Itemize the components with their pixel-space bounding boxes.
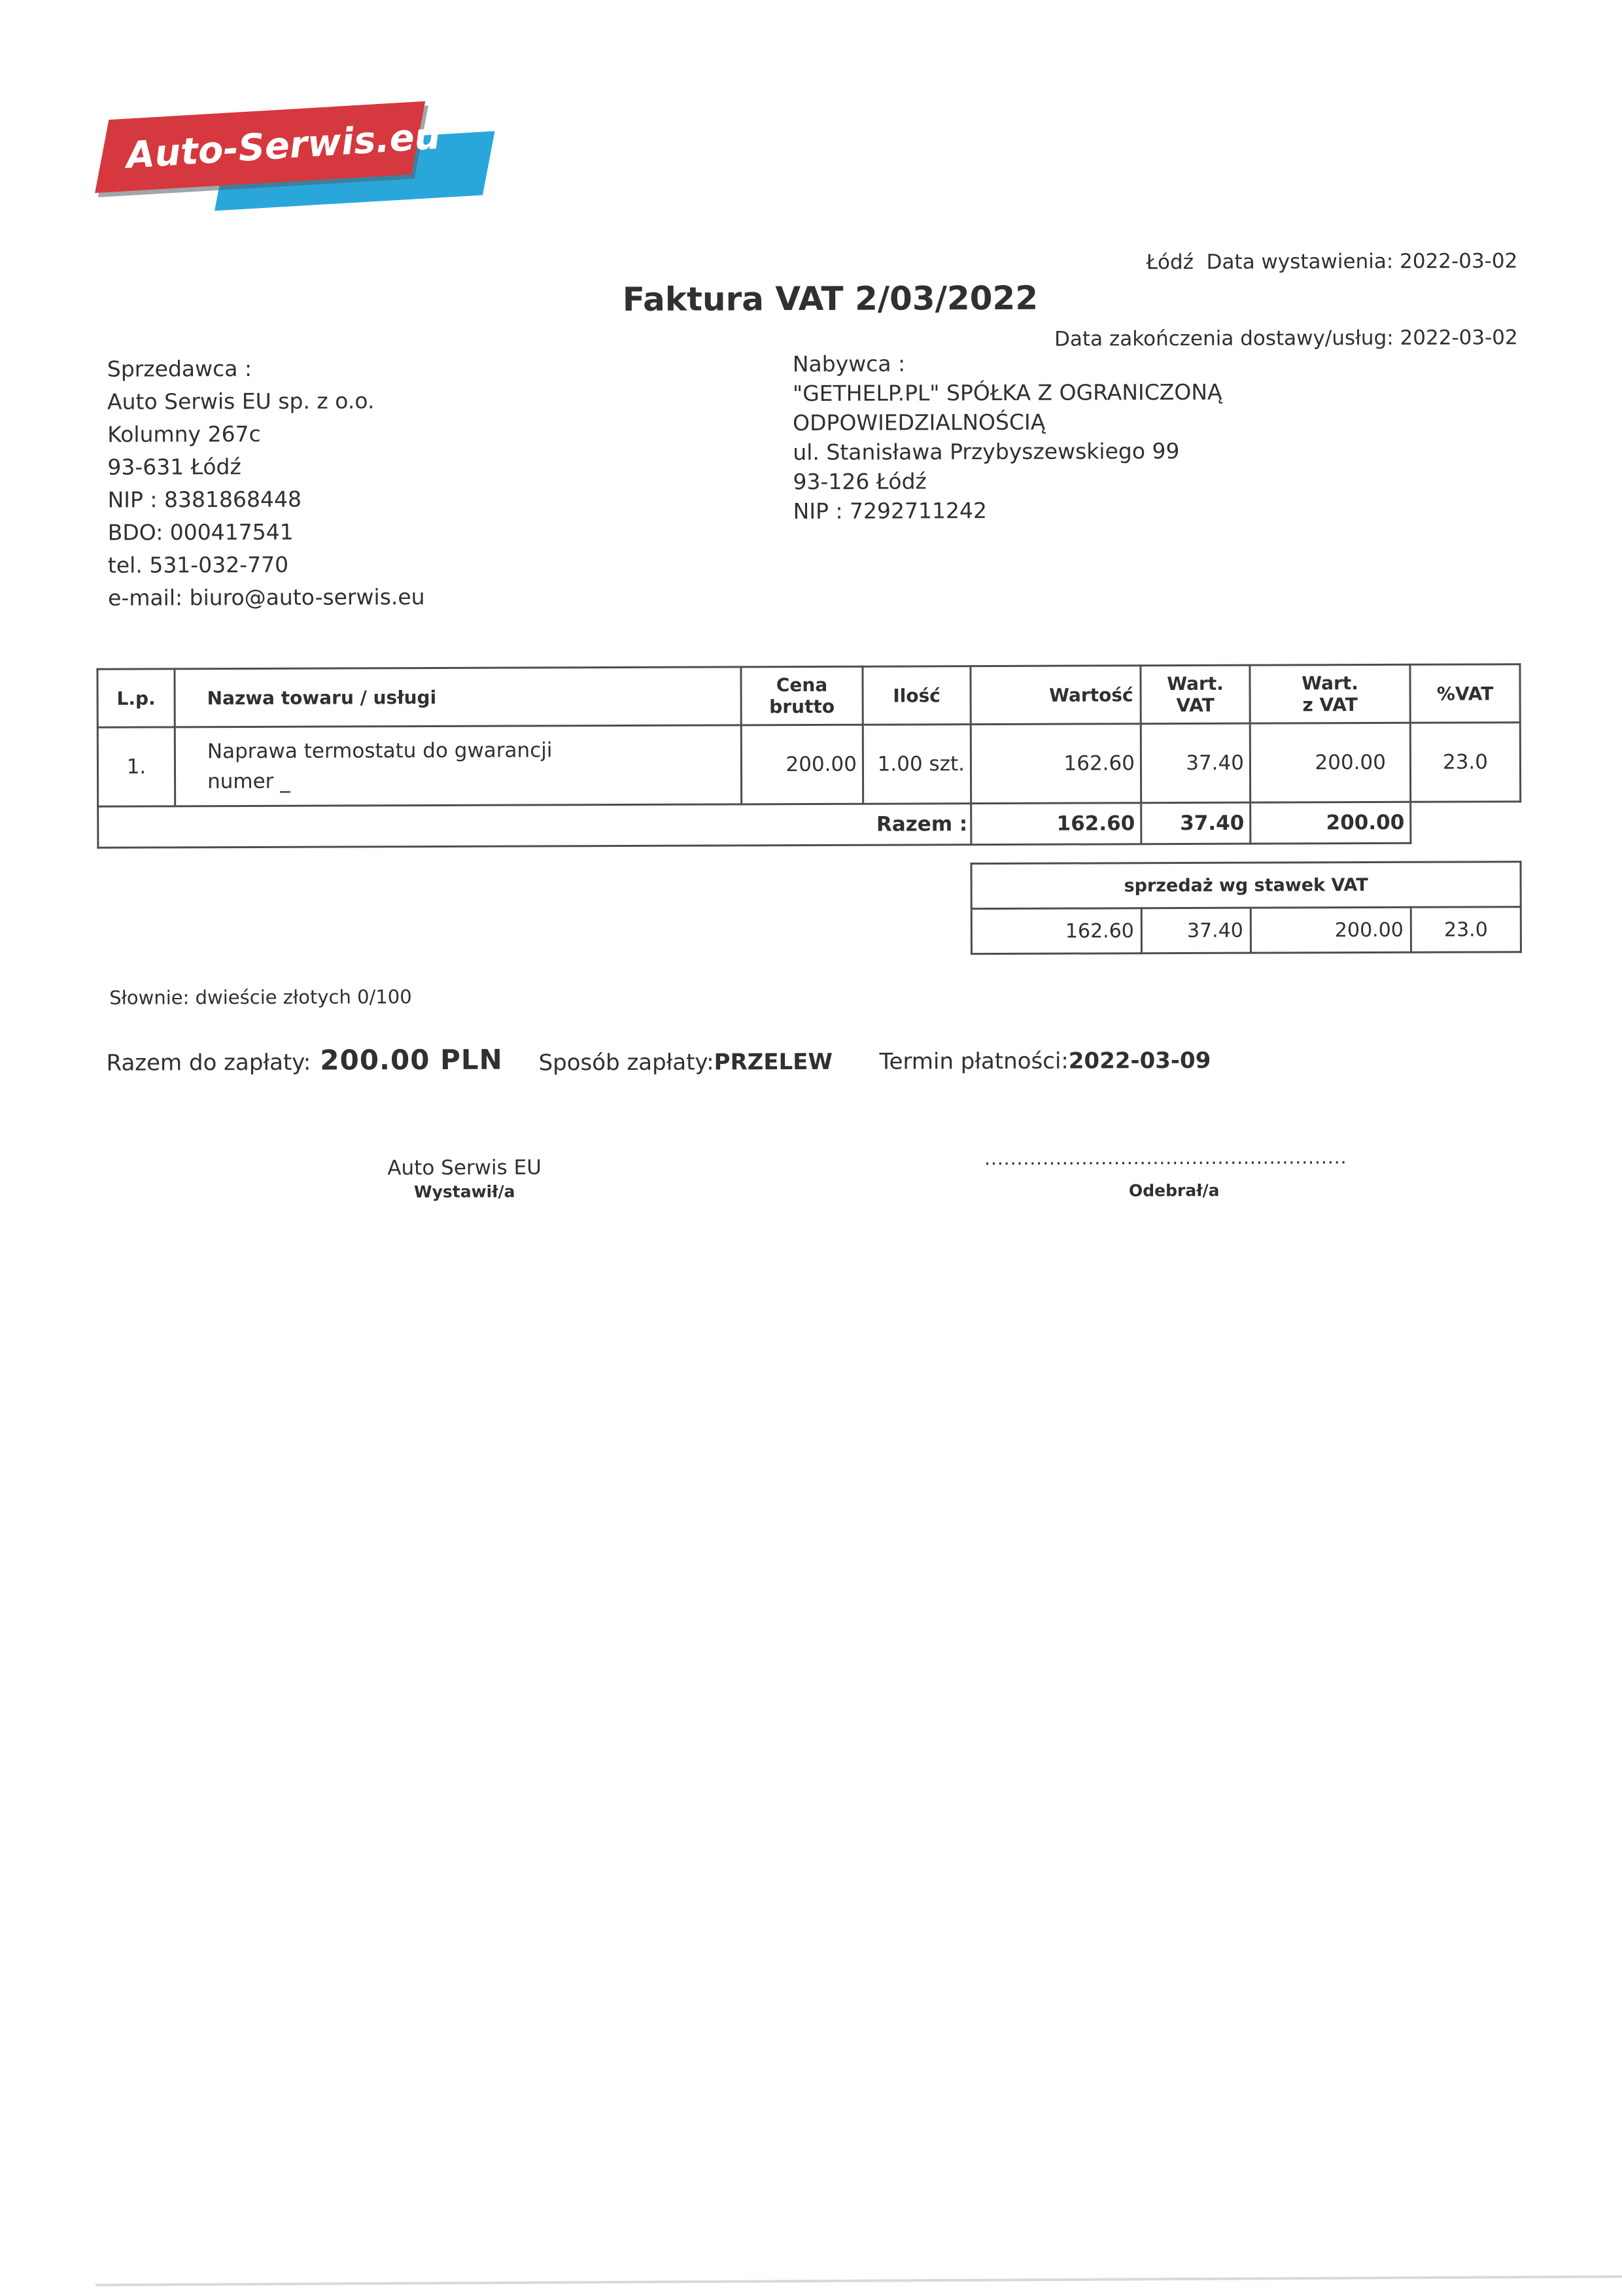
- logo-text: Auto-Serwis.eu: [125, 114, 442, 177]
- total-due: [106, 1044, 502, 1077]
- seller-line: e-mail: biuro@auto-serwis.eu: [107, 584, 425, 611]
- buyer-line: "GETHELP.PL" SPÓŁKA Z OGRANICZONĄ: [792, 379, 1222, 407]
- totals-row: [98, 802, 1521, 848]
- seller-line: Kolumny 267c: [107, 420, 261, 447]
- col-header-net-value: Wartość: [971, 666, 1141, 725]
- vat-vat-value: 37.40: [1141, 908, 1251, 953]
- totals-vat-value: 37.40: [1141, 802, 1251, 844]
- seller-line: 93-631 Łódź: [107, 454, 241, 480]
- totals-label: Razem :: [98, 804, 971, 848]
- seller-line: Auto Serwis EU sp. z o.o.: [107, 388, 375, 415]
- col-header-name: Nazwa towaru / usługi: [175, 667, 741, 727]
- buyer-line: ODPOWIEDZIALNOŚCIĄ: [793, 409, 1046, 436]
- items-header-row: [97, 664, 1520, 728]
- total-due-value: 200.00 PLN: [320, 1043, 503, 1076]
- item-gross-value: 200.00: [1250, 723, 1410, 802]
- issuer-signature-name: Auto Serwis EU: [387, 1156, 542, 1180]
- vat-rates-table: [970, 861, 1522, 955]
- item-vat-rate: 23.0: [1410, 723, 1520, 802]
- col-header-lp: L.p.: [97, 669, 175, 727]
- items-table: [96, 663, 1521, 849]
- col-header-vat-value: Wart. VAT: [1141, 665, 1250, 724]
- item-row: [97, 723, 1520, 807]
- seller-label: Sprzedawca :: [107, 355, 252, 382]
- vat-rates-title: sprzedaż wg stawek VAT: [971, 862, 1521, 909]
- col-header-gross-value: Wart. z VAT: [1250, 664, 1410, 723]
- totals-empty-cell: [1411, 802, 1521, 844]
- col-header-qty: Ilość: [863, 666, 971, 725]
- seller-section: [107, 352, 425, 615]
- item-net-value: 162.60: [971, 724, 1141, 804]
- total-due-label: Razem do zapłaty:: [106, 1049, 311, 1076]
- payment-method-value: PRZELEW: [714, 1048, 833, 1076]
- vat-rates-row: [971, 907, 1521, 954]
- col-header-gross-price: Cena brutto: [741, 666, 863, 725]
- vat-rates-title-row: [971, 862, 1521, 909]
- item-qty: 1.00 szt.: [863, 725, 971, 804]
- due-date-label: Termin płatności:: [879, 1048, 1069, 1075]
- receiver-signature-role: Odebrał/a: [1128, 1180, 1220, 1201]
- delivery-date-line: Data zakończenia dostawy/usług: 2022-03-02: [1054, 326, 1518, 351]
- receiver-signature-line: ........................................................: [984, 1146, 1347, 1170]
- buyer-line: NIP : 7292711242: [793, 498, 988, 524]
- payment-due-date: [879, 1048, 1211, 1075]
- col-header-vat-rate: %VAT: [1410, 664, 1520, 723]
- issue-date-line: Łódź Data wystawienia: 2022-03-02: [1146, 249, 1518, 275]
- item-lp: 1.: [97, 727, 175, 806]
- company-logo: [101, 107, 520, 216]
- vat-gross-value: 200.00: [1251, 907, 1411, 953]
- issuer-signature-role: Wystawił/a: [413, 1182, 515, 1202]
- item-name: Naprawa termostatu do gwarancji numer _: [175, 725, 741, 806]
- payment-method-label: Sposób zapłaty:: [538, 1049, 714, 1076]
- invoice-title: Faktura VAT 2/03/2022: [622, 279, 1039, 318]
- seller-line: tel. 531-032-770: [107, 551, 289, 578]
- due-date-value: 2022-03-09: [1068, 1047, 1211, 1074]
- totals-net-value: 162.60: [971, 803, 1141, 845]
- seller-line: BDO: 000417541: [107, 519, 294, 545]
- payment-method: [538, 1049, 833, 1076]
- scan-artifact-line: [95, 2275, 1622, 2286]
- buyer-section: [793, 348, 1223, 526]
- vat-rate: 23.0: [1411, 907, 1521, 953]
- buyer-line: ul. Stanisława Przybyszewskiego 99: [793, 438, 1180, 466]
- item-gross-price: 200.00: [741, 725, 863, 804]
- item-vat-value: 37.40: [1141, 723, 1250, 803]
- vat-net-value: 162.60: [971, 908, 1141, 954]
- buyer-line: 93-126 Łódź: [793, 468, 927, 495]
- seller-line: NIP : 8381868448: [107, 486, 302, 513]
- totals-gross-value: 200.00: [1251, 802, 1411, 844]
- amount-in-words: Słownie: dwieście złotych 0/100: [109, 985, 412, 1009]
- buyer-label: Nabywca :: [792, 351, 906, 377]
